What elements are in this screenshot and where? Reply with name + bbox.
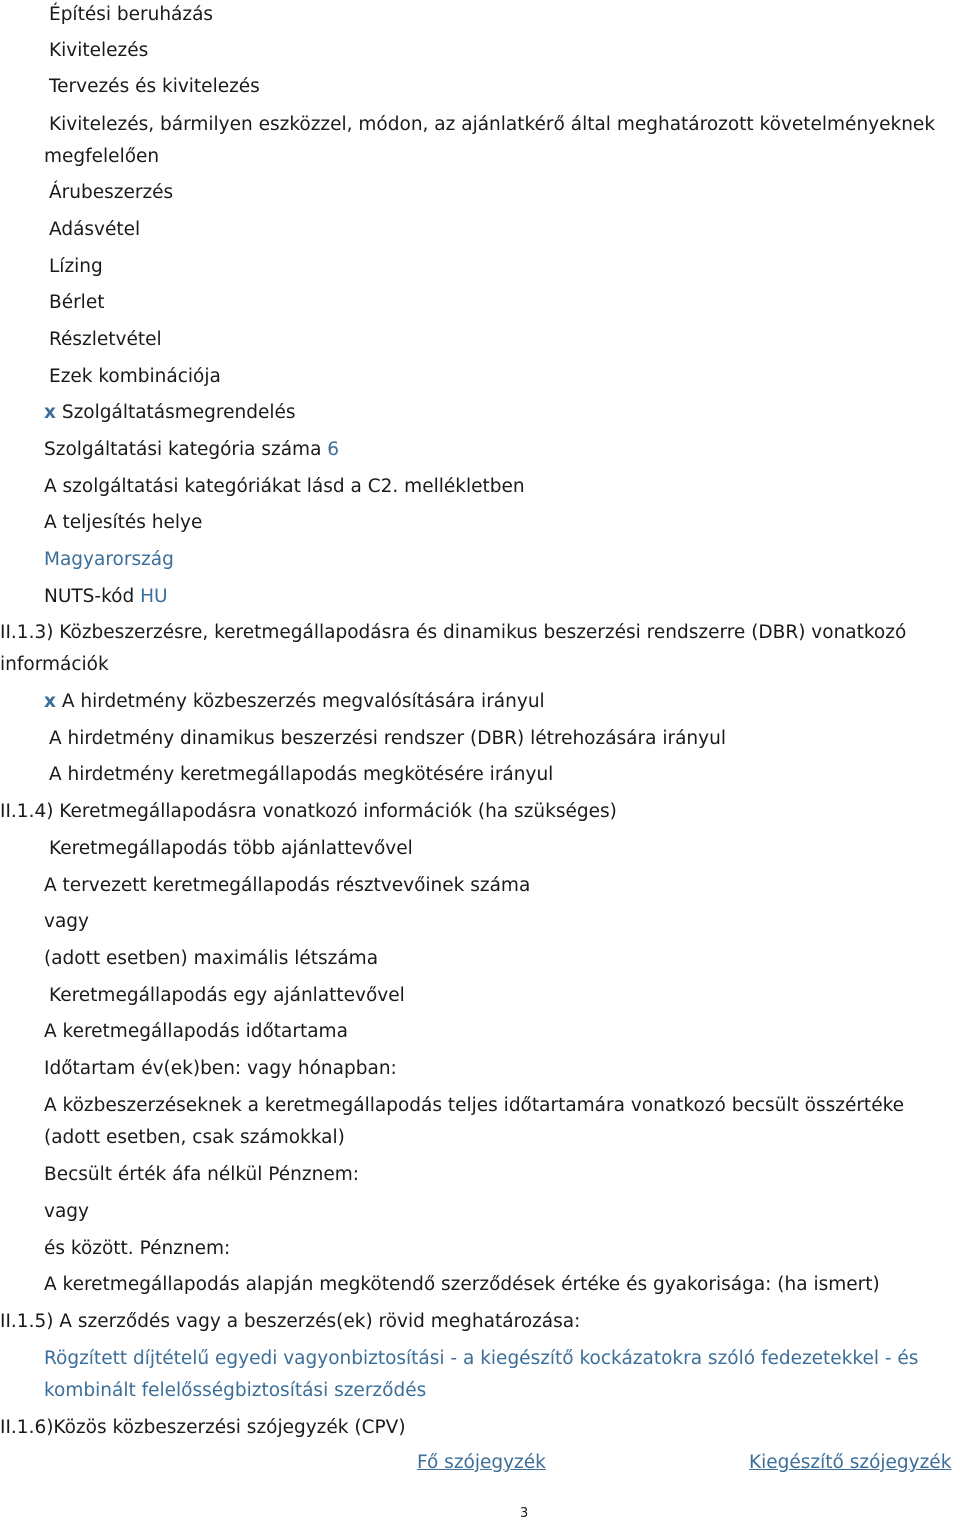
line-service-category-note: A szolgáltatási kategóriákat lásd a C2. mellékletben — [44, 476, 525, 497]
option-procurement — [44, 690, 545, 714]
line-or-1: vagy — [44, 911, 89, 932]
section-2-1-5-heading: II.1.5) A szerződés vagy a beszerzés(ek) rövid meghatározása: — [0, 1311, 581, 1332]
line-combination: Ezek kombinációja — [49, 366, 221, 387]
line-max-headcount: (adott esetben) maximális létszáma — [44, 948, 379, 969]
line-hire-purchase: Részletvétel — [49, 329, 162, 350]
short-description: Rögzített díjtételű egyedi vagyonbiztosítási - a kiegészítő kockázatokra szóló fedezetekkel - és — [44, 1348, 919, 1369]
page-number: 3 — [520, 1506, 529, 1521]
selected-mark: x — [44, 402, 56, 423]
line-works: Építési beruházás — [49, 4, 214, 25]
line-framework-single: Keretmegállapodás egy ajánlattevővel — [49, 985, 405, 1006]
nuts-value: HU — [140, 586, 168, 607]
line-between-currency: és között. Pénznem: — [44, 1238, 231, 1259]
line-framework-duration: A keretmegállapodás időtartama — [44, 1021, 348, 1042]
section-2-1-3-heading-cont: információk — [0, 654, 109, 675]
section-2-1-4-heading: II.1.4) Keretmegállapodásra vonatkozó információk (ha szükséges) — [0, 801, 617, 822]
line-nuts-code — [44, 585, 168, 609]
short-description-cont: kombinált felelősségbiztosítási szerződés — [44, 1380, 427, 1401]
nuts-label: NUTS-kód — [44, 586, 135, 607]
service-category-value: 6 — [327, 439, 340, 460]
line-estimated-total-cont: (adott esetben, csak számokkal) — [44, 1127, 345, 1148]
line-estimated-total: A közbeszerzéseknek a keretmegállapodás teljes időtartamára vonatkozó becsült összértéke — [44, 1095, 905, 1116]
line-design-and-execution: Tervezés és kivitelezés — [49, 76, 260, 97]
line-leasing: Lízing — [49, 256, 103, 277]
supplementary-vocabulary-link[interactable]: Kiegészítő szójegyzék — [749, 1452, 952, 1473]
line-planned-participants: A tervezett keretmegállapodás résztvevőinek száma — [44, 875, 531, 896]
line-execution-any-means: Kivitelezés, bármilyen eszközzel, módon, az ajánlatkérő által meghatározott követelményeknek — [49, 114, 936, 135]
service-category-label: Szolgáltatási kategória száma — [44, 439, 322, 460]
line-purchase: Adásvétel — [49, 219, 141, 240]
services-label: Szolgáltatásmegrendelés — [61, 402, 296, 423]
line-duration-years-months: Időtartam év(ek)ben: vagy hónapban: — [44, 1058, 397, 1079]
section-2-1-6-heading: II.1.6)Közös közbeszerzési szójegyzék (CPV) — [0, 1417, 406, 1438]
option-framework: A hirdetmény keretmegállapodás megkötésére irányul — [49, 764, 554, 785]
selected-mark: x — [44, 691, 56, 712]
option-dbr: A hirdetmény dinamikus beszerzési rendszer (DBR) létrehozására irányul — [49, 728, 726, 749]
line-supplies: Árubeszerzés — [49, 182, 174, 203]
option-procurement-label: A hirdetmény közbeszerzés megvalósítására irányul — [61, 691, 545, 712]
place-of-performance-value: Magyarország — [44, 549, 174, 570]
line-rental: Bérlet — [49, 292, 105, 313]
line-place-of-performance: A teljesítés helye — [44, 512, 203, 533]
line-service-category — [44, 438, 339, 462]
line-or-2: vagy — [44, 1201, 89, 1222]
line-services — [44, 401, 296, 425]
line-execution: Kivitelezés — [49, 40, 149, 61]
line-framework-multiple: Keretmegállapodás több ajánlattevővel — [49, 838, 413, 859]
main-vocabulary-link[interactable]: Fő szójegyzék — [417, 1452, 546, 1473]
line-estimated-value-currency: Becsült érték áfa nélkül Pénznem: — [44, 1164, 359, 1185]
line-execution-any-means-cont: megfelelően — [44, 146, 160, 167]
section-2-1-3-heading: II.1.3) Közbeszerzésre, keretmegállapodásra és dinamikus beszerzési rendszerre (DBR) vonatkozó — [0, 622, 907, 643]
line-contract-value-frequency: A keretmegállapodás alapján megkötendő szerződések értéke és gyakorisága: (ha ismert) — [44, 1274, 880, 1295]
